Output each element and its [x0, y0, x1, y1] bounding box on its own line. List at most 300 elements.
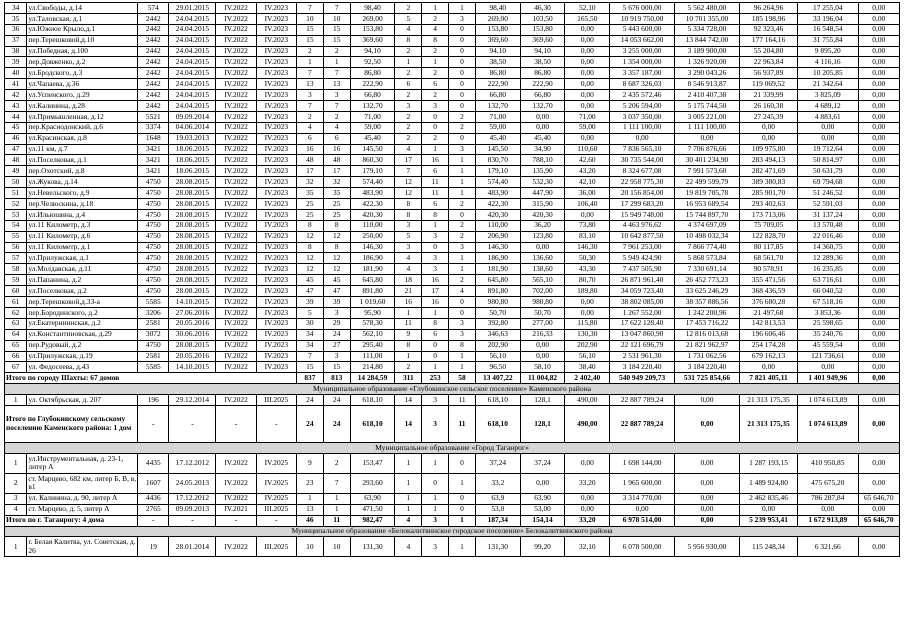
table-cell: 66: [5, 351, 27, 362]
table-cell: 29.12.2014: [169, 395, 216, 406]
table-cell: 980,80: [475, 297, 520, 308]
table-cell: 36,00: [565, 188, 610, 199]
table-cell: IV.2025: [256, 453, 296, 473]
table-cell: 16: [323, 144, 350, 155]
table-cell: IV.2022: [216, 155, 256, 166]
table-row: [5, 318, 900, 329]
table-cell: ул.Поселковая, д.1: [27, 155, 138, 166]
table-cell: IV.2022: [216, 111, 256, 122]
table-cell: IV.2022: [216, 473, 256, 493]
table-cell: 4750: [138, 231, 169, 242]
table-cell: 80,70: [565, 275, 610, 286]
table-cell: 63,90: [520, 493, 565, 504]
table-cell: 28.08.2015: [169, 177, 216, 188]
table-cell: 0,00: [858, 275, 900, 286]
table-cell: 3 005 221,00: [675, 111, 740, 122]
table-cell: 10 919 750,00: [610, 13, 675, 24]
table-cell: 2: [395, 3, 422, 14]
table-cell: 3: [422, 515, 449, 526]
table-cell: 410 950,85: [798, 453, 858, 473]
table-cell: 18.06.2015: [169, 166, 216, 177]
table-cell: 2442: [138, 13, 169, 24]
table-cell: 1: [296, 57, 323, 68]
table-cell: 73,80: [565, 220, 610, 231]
table-cell: 2442: [138, 46, 169, 57]
table-cell: 109 975,80: [739, 144, 797, 155]
table-cell: 24.04.2015: [169, 57, 216, 68]
table-cell: 24: [323, 395, 350, 406]
table-cell: 0: [449, 133, 476, 144]
table-cell: 28.08.2015: [169, 188, 216, 199]
table-cell: 702,00: [520, 286, 565, 297]
table-cell: 222,90: [520, 79, 565, 90]
table-cell: IV.2023: [256, 209, 296, 220]
table-row: [5, 101, 900, 112]
table-cell: 1: [395, 504, 422, 515]
table-cell: IV.2023: [256, 144, 296, 155]
table-cell: 0,00: [858, 122, 900, 133]
table-cell: 0,00: [858, 155, 900, 166]
table-cell: 42,10: [565, 177, 610, 188]
table-cell: 196 606,46: [739, 329, 797, 340]
table-cell: 17: [395, 155, 422, 166]
table-cell: 277,00: [520, 318, 565, 329]
table-cell: 36: [5, 24, 27, 35]
table-cell: 38: [5, 46, 27, 57]
table-cell: 50,70: [475, 307, 520, 318]
table-cell: 145,50: [475, 144, 520, 155]
table-cell: 2: [395, 122, 422, 133]
table-cell: 135,90: [520, 166, 565, 177]
table-cell: 562,10: [350, 329, 395, 340]
table-cell: 13 570,48: [798, 220, 858, 231]
table-cell: 1: [395, 57, 422, 68]
table-cell: 8: [422, 209, 449, 220]
table-cell: 3: [422, 405, 449, 442]
table-cell: 16: [296, 144, 323, 155]
table-cell: 0,00: [565, 90, 610, 101]
table-cell: 3421: [138, 166, 169, 177]
table-cell: 1 401 949,96: [798, 373, 858, 384]
table-row: [5, 35, 900, 46]
table-cell: 645,80: [475, 275, 520, 286]
table-cell: 2: [395, 90, 422, 101]
table-cell: 50 814,97: [798, 155, 858, 166]
table-cell: 679 162,13: [739, 351, 797, 362]
table-cell: IV.2023: [256, 307, 296, 318]
table-cell: 0: [449, 68, 476, 79]
table-cell: IV.2022: [216, 220, 256, 231]
table-cell: 490,00: [565, 395, 610, 406]
table-cell: 128,1: [520, 395, 565, 406]
table-cell: 422,30: [350, 199, 395, 210]
table-cell: 2: [422, 90, 449, 101]
table-cell: 16 235,85: [798, 264, 858, 275]
table-cell: 10 701 355,00: [675, 13, 740, 24]
table-cell: 22 016,46: [798, 231, 858, 242]
resettlement-table: [4, 2, 900, 557]
table-cell: 5 956 930,00: [675, 537, 740, 557]
table-cell: 420,30: [350, 209, 395, 220]
table-cell: 14: [395, 395, 422, 406]
table-row: [5, 264, 900, 275]
table-row: [5, 177, 900, 188]
table-cell: 7: [323, 3, 350, 14]
table-cell: IV.2023: [256, 68, 296, 79]
table-cell: 45,40: [475, 133, 520, 144]
table-cell: 1: [5, 395, 27, 406]
table-cell: 3: [422, 264, 449, 275]
table-cell: 10 205,85: [798, 68, 858, 79]
table-cell: 1 287 193,15: [739, 453, 797, 473]
total-row: [5, 515, 900, 526]
table-cell: 86,80: [475, 68, 520, 79]
table-cell: IV.2022: [216, 24, 256, 35]
table-cell: 63,9: [475, 493, 520, 504]
table-cell: IV.2023: [256, 362, 296, 373]
table-cell: 0,00: [858, 504, 900, 515]
table-cell: 21 313 175,35: [739, 395, 797, 406]
table-cell: 45,40: [520, 133, 565, 144]
table-cell: 295,40: [350, 340, 395, 351]
table-cell: 96,50: [475, 362, 520, 373]
table-cell: 0: [449, 307, 476, 318]
table-cell: 4750: [138, 177, 169, 188]
table-cell: 83,10: [565, 231, 610, 242]
table-cell: 47: [323, 286, 350, 297]
table-cell: 202,90: [475, 340, 520, 351]
total-row: [5, 405, 900, 442]
table-cell: 63,90: [350, 493, 395, 504]
table-cell: 0,00: [739, 133, 797, 144]
table-cell: IV.2023: [256, 242, 296, 253]
table-cell: 532,30: [520, 177, 565, 188]
table-cell: 110,00: [350, 220, 395, 231]
table-cell: 4436: [138, 493, 169, 504]
table-cell: 1: [449, 362, 476, 373]
table-cell: 0,00: [675, 504, 740, 515]
table-cell: 179,10: [350, 166, 395, 177]
table-cell: IV.2023: [256, 57, 296, 68]
table-cell: ул.Инструментальная, д. 23-1, литер А: [27, 453, 138, 473]
table-cell: 618,10: [475, 405, 520, 442]
table-cell: 21 497,68: [739, 307, 797, 318]
table-cell: 10: [323, 13, 350, 24]
table-cell: 98,40: [350, 3, 395, 14]
table-cell: 1: [296, 493, 323, 504]
table-cell: IV.2022: [216, 68, 256, 79]
table-cell: 53,0: [475, 504, 520, 515]
table-cell: 21: [395, 286, 422, 297]
table-cell: 34 059 723,40: [610, 286, 675, 297]
table-cell: IV.2022: [216, 13, 256, 24]
table-cell: 1 019,60: [350, 297, 395, 308]
table-cell: 1 074 613,89: [798, 395, 858, 406]
table-cell: 2: [422, 46, 449, 57]
table-cell: 59: [5, 275, 27, 286]
table-cell: 3: [422, 253, 449, 264]
table-cell: 0,00: [858, 340, 900, 351]
table-cell: 62: [5, 307, 27, 318]
table-cell: 136,60: [520, 253, 565, 264]
table-cell: 09.09.2014: [169, 111, 216, 122]
table-cell: 11: [395, 318, 422, 329]
table-cell: 189,80: [565, 286, 610, 297]
table-cell: IV.2022: [216, 209, 256, 220]
table-cell: IV.2022: [216, 242, 256, 253]
table-cell: 837: [296, 373, 323, 384]
table-cell: Муниципальное образование «Город Таганрог»: [5, 442, 900, 453]
table-cell: 28.08.2015: [169, 286, 216, 297]
table-cell: 38 802 085,00: [610, 297, 675, 308]
table-cell: 4 374 697,09: [675, 220, 740, 231]
table-cell: 26 871 961,40: [610, 275, 675, 286]
table-cell: 5 562 480,00: [675, 3, 740, 14]
table-cell: 0,00: [739, 122, 797, 133]
table-cell: 1: [422, 220, 449, 231]
table-cell: 0,00: [565, 68, 610, 79]
table-cell: 2: [395, 46, 422, 57]
table-cell: 71,00: [350, 111, 395, 122]
table-cell: 16: [422, 275, 449, 286]
table-cell: 94,10: [350, 46, 395, 57]
table-cell: IV.2023: [256, 101, 296, 112]
table-cell: 4: [296, 122, 323, 133]
table-cell: ул.Южное Крыло,д.1: [27, 24, 138, 35]
table-cell: 132,70: [350, 101, 395, 112]
table-cell: ст. Марцево, 682 км, литер Б, В, в, в1: [28, 473, 137, 492]
table-cell: 31 137,24: [798, 209, 858, 220]
table-cell: 0,00: [675, 395, 740, 406]
table-cell: ул.Молдавская, д.11: [27, 264, 138, 275]
table-cell: 471,50: [350, 504, 395, 515]
table-cell: 293,60: [350, 473, 395, 493]
table-cell: 173 713,06: [739, 209, 797, 220]
table-cell: 1: [422, 493, 449, 504]
table-cell: 3: [395, 101, 422, 112]
table-cell: 0,00: [858, 144, 900, 155]
table-cell: 106,40: [565, 199, 610, 210]
table-cell: 154,14: [520, 515, 565, 526]
table-cell: ул.11 Километр, д.1: [27, 242, 138, 253]
table-cell: IV.2022: [216, 57, 256, 68]
table-cell: 45,40: [350, 133, 395, 144]
table-cell: ул.Прилужская, д.1: [27, 253, 138, 264]
table-cell: 3 314 770,00: [610, 493, 675, 504]
table-cell: 7: [323, 68, 350, 79]
table-cell: 13: [296, 504, 323, 515]
table-cell: 0: [422, 242, 449, 253]
table-cell: 5 443 600,00: [610, 24, 675, 35]
table-cell: 0,00: [565, 79, 610, 90]
table-cell: 531 725 854,66: [675, 373, 740, 384]
table-cell: 8: [395, 199, 422, 210]
table-cell: 0,00: [520, 242, 565, 253]
table-row: [5, 453, 900, 473]
table-cell: IV.2022: [216, 340, 256, 351]
table-cell: 2: [422, 133, 449, 144]
table-cell: ул. Калинина, д. 90, литер А: [27, 493, 138, 504]
table-cell: IV.2022: [216, 329, 256, 340]
table-cell: 3: [323, 90, 350, 101]
table-cell: Итого по Глубокинскому сельскому поселению Каменского района: 1 дом: [5, 405, 138, 442]
table-cell: IV.2022: [216, 166, 256, 177]
table-cell: 4: [395, 24, 422, 35]
table-cell: 95,90: [350, 307, 395, 318]
table-cell: 3: [422, 395, 449, 406]
table-cell: 26 452 773,23: [675, 275, 740, 286]
table-cell: 0,00: [520, 122, 565, 133]
table-cell: 22 963,84: [739, 57, 797, 68]
table-row: [5, 144, 900, 155]
table-cell: 123,80: [520, 231, 565, 242]
table-cell: 177 164,16: [739, 35, 797, 46]
table-cell: 6 078 500,00: [610, 537, 675, 557]
table-cell: 1: [449, 177, 476, 188]
table-row: [5, 242, 900, 253]
table-cell: 4750: [138, 220, 169, 231]
table-cell: 788,10: [520, 155, 565, 166]
table-cell: 92 323,46: [739, 24, 797, 35]
table-cell: 7: [296, 68, 323, 79]
table-cell: 16 953 689,54: [675, 199, 740, 210]
table-cell: 0,00: [675, 133, 740, 144]
table-cell: 181,90: [475, 264, 520, 275]
table-cell: 1 489 924,80: [739, 473, 797, 493]
table-cell: 3 037 350,00: [610, 111, 675, 122]
table-cell: 58,10: [520, 362, 565, 373]
table-cell: 34: [5, 3, 27, 14]
table-cell: 28.08.2015: [169, 199, 216, 210]
table-cell: 153,47: [350, 453, 395, 473]
table-cell: 0,00: [858, 177, 900, 188]
table-cell: 1 354 000,00: [610, 57, 675, 68]
table-cell: 2581: [138, 318, 169, 329]
table-cell: 22 499 599,79: [675, 177, 740, 188]
table-cell: 13 047 860,90: [610, 329, 675, 340]
table-cell: 10 498 032,34: [675, 231, 740, 242]
table-cell: 28.08.2015: [169, 340, 216, 351]
table-cell: 4: [395, 264, 422, 275]
table-cell: 3: [449, 242, 476, 253]
table-cell: 15: [323, 362, 350, 373]
table-cell: 36,20: [520, 220, 565, 231]
table-cell: 80 117,85: [739, 242, 797, 253]
table-cell: 121 736,61: [798, 351, 858, 362]
table-cell: IV.2023: [256, 122, 296, 133]
table-cell: пер.Охотский, д.8: [27, 166, 138, 177]
table-cell: 187,34: [475, 515, 520, 526]
table-cell: 64: [5, 329, 27, 340]
table-cell: 103,50: [520, 13, 565, 24]
table-cell: 24.04.2015: [169, 79, 216, 90]
table-row: [5, 253, 900, 264]
table-cell: 11: [449, 395, 476, 406]
table-cell: 09.09.2013: [169, 504, 216, 515]
table-cell: Итого по г. Таганрогу: 4 дома: [5, 515, 138, 526]
table-cell: 2: [449, 275, 476, 286]
table-cell: 24.04.2015: [169, 46, 216, 57]
table-cell: 13 407,22: [475, 373, 520, 384]
table-cell: 4: [323, 122, 350, 133]
table-cell: 25: [323, 199, 350, 210]
table-cell: 34,90: [520, 144, 565, 155]
table-cell: 1: [395, 351, 422, 362]
table-cell: 56 937,89: [739, 68, 797, 79]
table-row: [5, 307, 900, 318]
table-cell: 355 471,56: [739, 275, 797, 286]
table-cell: 3 825,09: [798, 90, 858, 101]
table-row: [5, 362, 900, 373]
table-cell: IV.2022: [216, 253, 256, 264]
table-row: [5, 79, 900, 90]
table-cell: 1: [422, 3, 449, 14]
table-cell: IV.2022: [216, 264, 256, 275]
table-cell: 0,00: [798, 133, 858, 144]
table-cell: 30.06.2016: [169, 329, 216, 340]
table-row: [5, 220, 900, 231]
table-cell: 19.03.2013: [169, 133, 216, 144]
table-cell: 0: [422, 473, 449, 493]
table-cell: 0,00: [858, 101, 900, 112]
table-cell: 6: [296, 133, 323, 144]
table-cell: 1: [323, 493, 350, 504]
table-cell: 28.08.2015: [169, 253, 216, 264]
table-cell: 1: [323, 504, 350, 515]
table-cell: 0,00: [858, 13, 900, 24]
table-cell: 16: [422, 155, 449, 166]
table-cell: 12: [323, 253, 350, 264]
table-cell: 813: [323, 373, 350, 384]
table-cell: 66 040,52: [798, 286, 858, 297]
table-cell: IV.2022: [216, 199, 256, 210]
table-cell: 153,80: [475, 24, 520, 35]
table-cell: 8: [296, 220, 323, 231]
table-cell: 7: [296, 101, 323, 112]
table-cell: 24: [323, 329, 350, 340]
table-cell: 18.06.2015: [169, 155, 216, 166]
table-cell: 645,80: [350, 275, 395, 286]
table-cell: IV.2022: [216, 286, 256, 297]
table-row: [5, 209, 900, 220]
table-cell: 269,00: [350, 13, 395, 24]
table-cell: IV.2025: [256, 493, 296, 504]
table-cell: ул.11 Километр, д.3: [27, 220, 138, 231]
table-cell: 196: [138, 395, 169, 406]
table-cell: 2765: [138, 504, 169, 515]
table-cell: IV.2023: [256, 133, 296, 144]
table-cell: 1: [422, 144, 449, 155]
table-cell: 45: [296, 275, 323, 286]
table-cell: 2442: [138, 101, 169, 112]
table-cell: IV.2022: [216, 177, 256, 188]
table-cell: 1 672 913,89: [798, 515, 858, 526]
table-cell: 2: [5, 473, 27, 493]
table-cell: 55: [5, 231, 27, 242]
table-row: [5, 3, 900, 14]
table-cell: ул.Екатерининская, д.2: [27, 318, 138, 329]
table-cell: 8: [395, 340, 422, 351]
table-cell: 0,00: [858, 57, 900, 68]
table-cell: 3: [449, 144, 476, 155]
table-cell: 3: [395, 242, 422, 253]
table-row: [5, 504, 900, 515]
table-cell: 9 895,20: [798, 46, 858, 57]
table-cell: 574,40: [350, 177, 395, 188]
table-cell: 574: [138, 3, 169, 14]
table-cell: 2: [449, 199, 476, 210]
table-cell: 28.01.2014: [169, 537, 216, 557]
